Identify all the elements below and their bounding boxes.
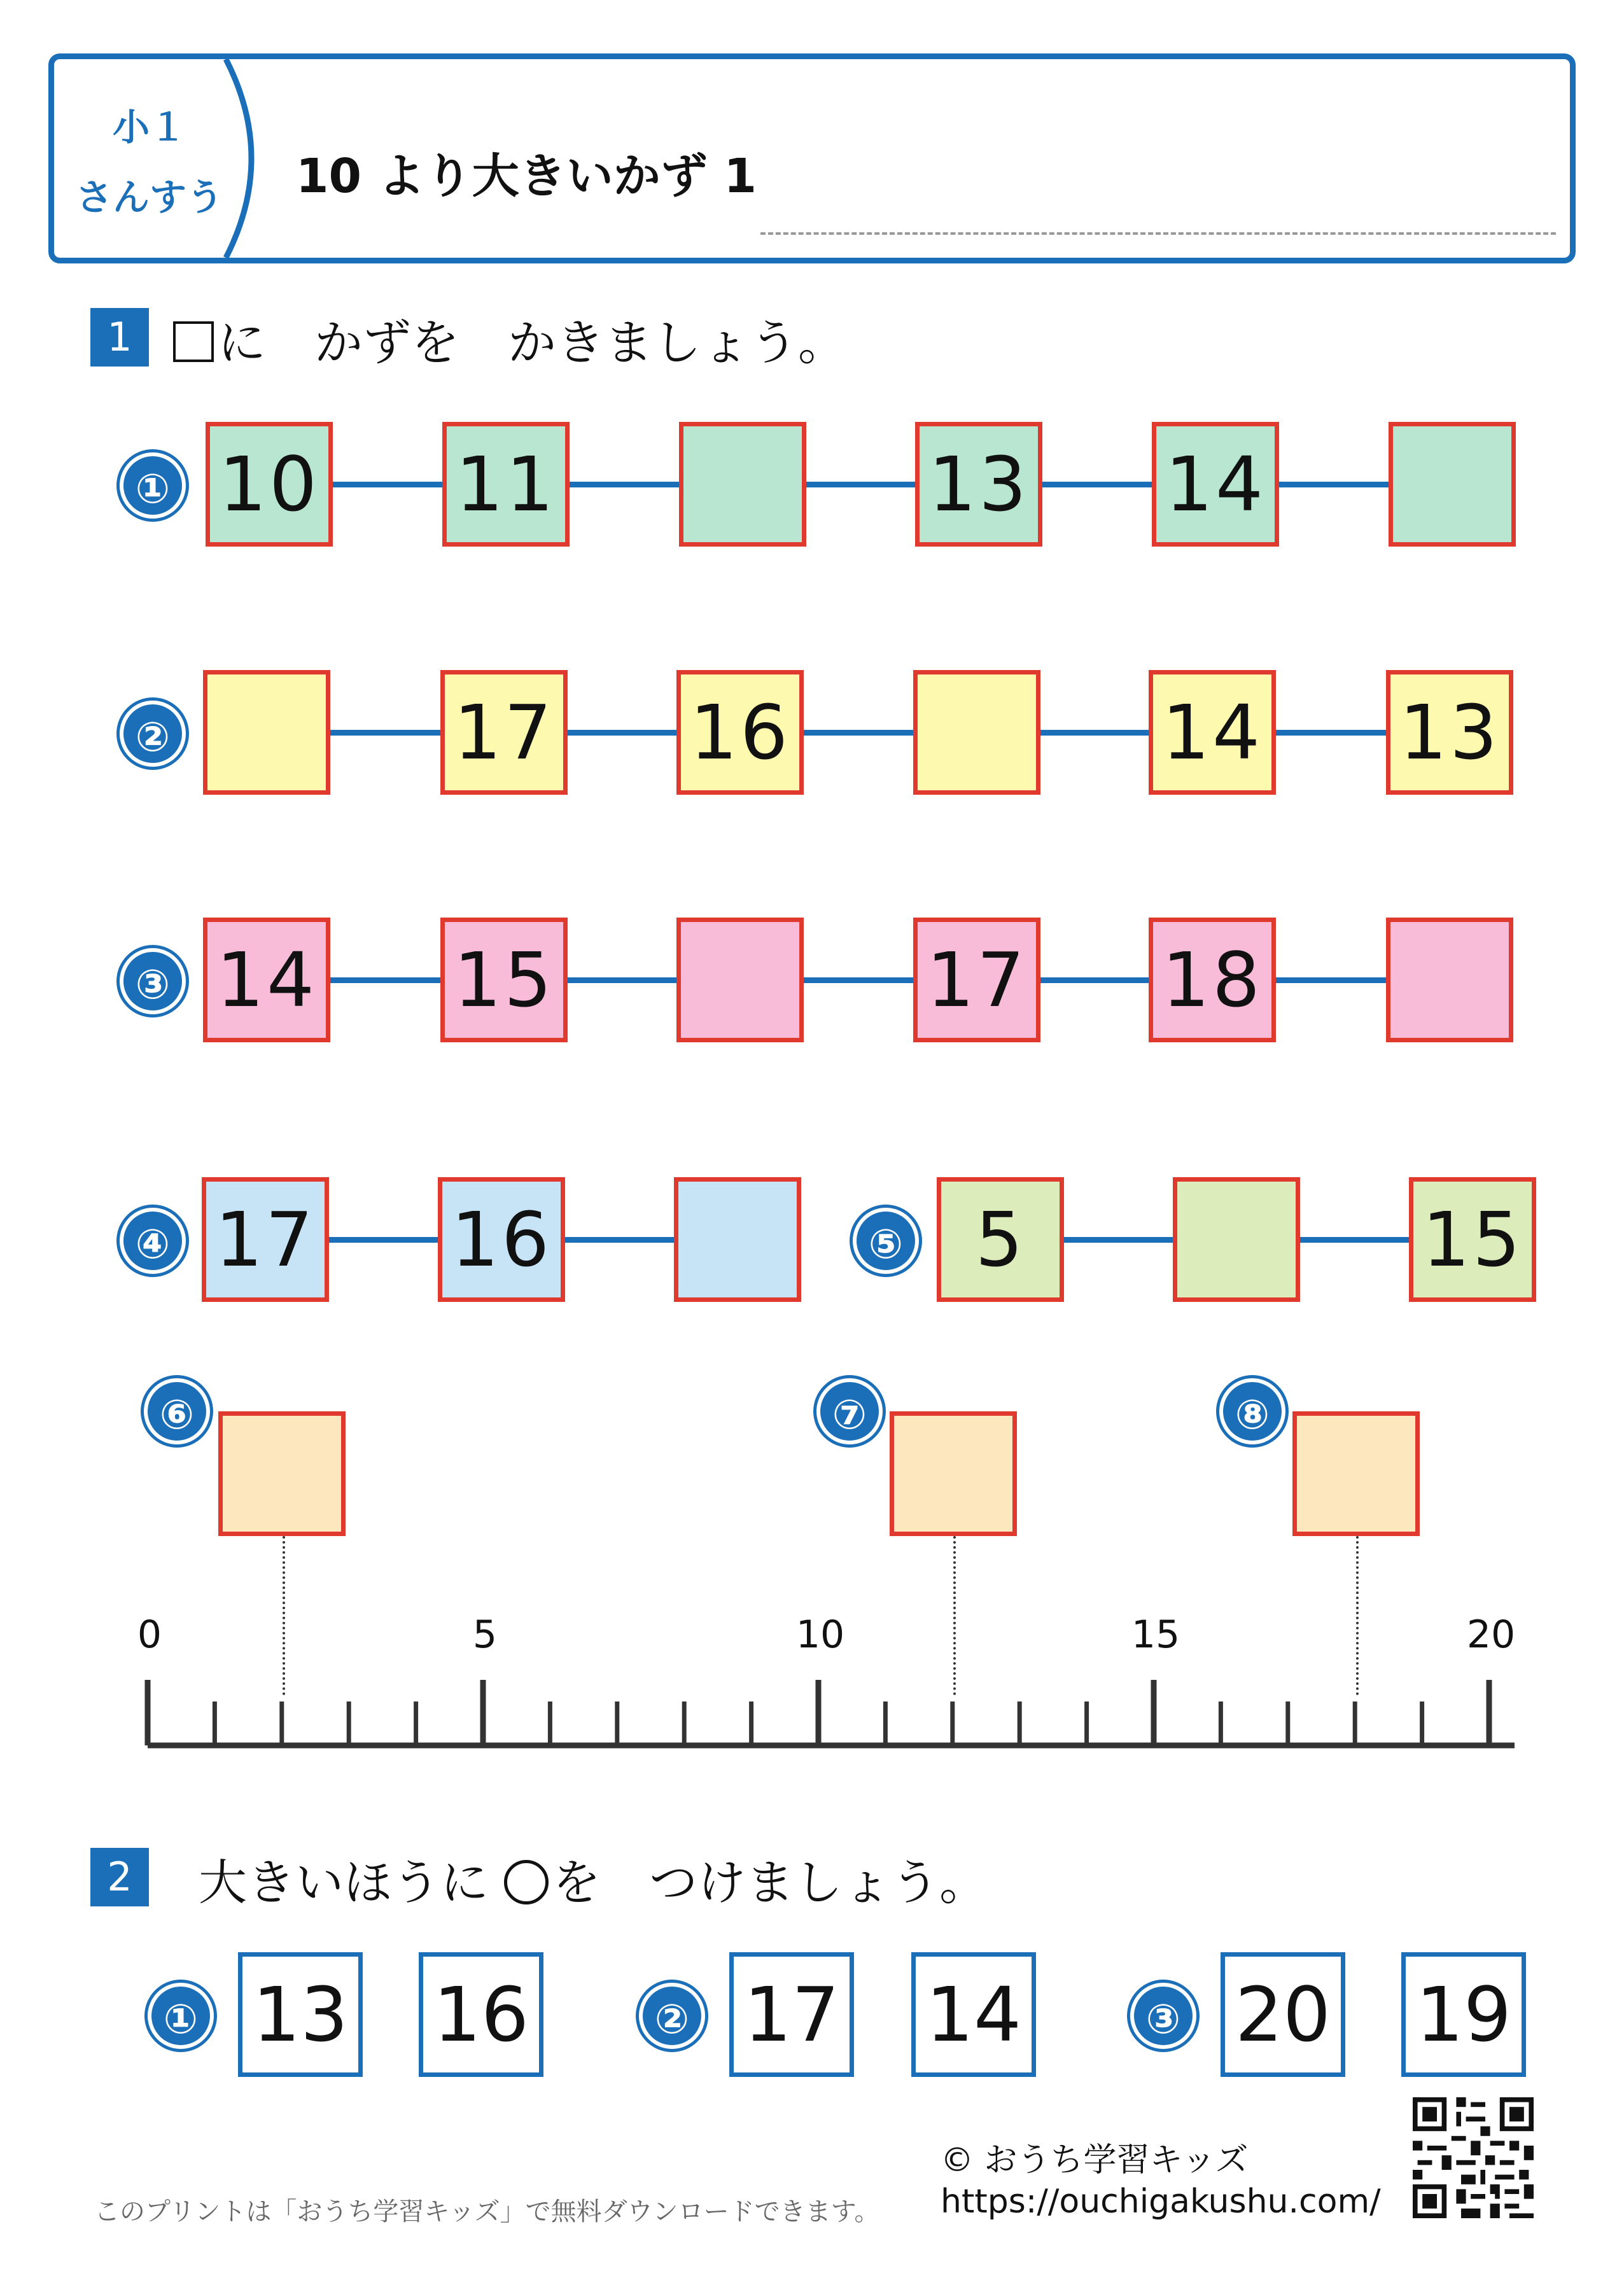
number-box: 15 xyxy=(440,918,568,1042)
connector-line xyxy=(567,482,679,487)
answer-box-empty[interactable] xyxy=(679,422,806,547)
connector-line xyxy=(328,977,440,983)
answer-box-empty[interactable] xyxy=(913,670,1040,795)
name-line xyxy=(760,232,1556,235)
answer-box-empty[interactable] xyxy=(676,918,804,1042)
connector-line xyxy=(565,977,676,983)
worksheet-header xyxy=(48,53,1576,263)
item-marker-3: ③ xyxy=(120,948,186,1014)
section-1-instruction-text: に かずを かきましょう。 xyxy=(218,314,846,371)
section-1-instruction xyxy=(173,304,846,374)
item-marker-1: ① xyxy=(120,452,186,519)
item-marker-2: ② xyxy=(120,701,186,767)
connector-line xyxy=(801,977,913,983)
subject-label: さんすう xyxy=(75,176,223,219)
tick-label-5: 5 xyxy=(472,1612,498,1657)
connector-line xyxy=(1298,1237,1409,1243)
connector-line xyxy=(1040,482,1152,487)
number-box: 16 xyxy=(438,1177,565,1302)
connector-line xyxy=(1038,977,1149,983)
compare-box-2b[interactable]: 14 xyxy=(911,1952,1036,2077)
number-box: 14 xyxy=(203,918,330,1042)
item-marker-7: ⑦ xyxy=(816,1378,883,1444)
number-line-ruler xyxy=(0,1654,1624,1756)
site-url-link[interactable]: https://ouchigakushu.com/ xyxy=(941,2183,1381,2221)
tick-label-20: 20 xyxy=(1466,1612,1516,1657)
grade-label: 小１ xyxy=(112,106,186,149)
compare-box-1b[interactable]: 16 xyxy=(419,1952,543,2077)
compare-box-2a[interactable]: 17 xyxy=(729,1952,854,2077)
circle-icon xyxy=(504,1860,549,1904)
item-marker-4: ④ xyxy=(120,1208,186,1274)
compare-marker-1: ① xyxy=(148,1983,214,2049)
number-box: 17 xyxy=(913,918,1040,1042)
number-box: 17 xyxy=(440,670,568,795)
answer-box-empty[interactable] xyxy=(674,1177,801,1302)
badge-divider-arc xyxy=(54,59,264,258)
connector-line xyxy=(1277,482,1389,487)
section-2-instruction-text: 大きいほうに xyxy=(199,1854,489,1911)
compare-box-3b[interactable]: 19 xyxy=(1401,1952,1526,2077)
section-2-instruction xyxy=(199,1844,988,1913)
compare-marker-2: ② xyxy=(639,1983,705,2049)
compare-box-3a[interactable]: 20 xyxy=(1221,1952,1345,2077)
section-1-number: 1 xyxy=(90,308,149,367)
number-box: 11 xyxy=(442,422,570,547)
answer-box-icon xyxy=(173,321,214,362)
number-box: 14 xyxy=(1149,670,1276,795)
page-title: 10 より大きいかず 1 xyxy=(296,149,757,204)
download-note: このプリントは「おうち学習キッズ」で無料ダウンロードできます。 xyxy=(94,2197,880,2226)
answer-box-empty[interactable] xyxy=(1389,422,1516,547)
tick-label-10: 10 xyxy=(795,1612,845,1657)
connector-line xyxy=(565,730,676,736)
compare-marker-3: ③ xyxy=(1130,1983,1196,2049)
connector-line xyxy=(801,730,913,736)
number-box: 17 xyxy=(202,1177,329,1302)
item-marker-8: ⑧ xyxy=(1219,1378,1285,1444)
item-marker-5: ⑤ xyxy=(853,1208,919,1274)
answer-box-empty[interactable] xyxy=(1173,1177,1300,1302)
section-2-number: 2 xyxy=(90,1848,149,1906)
tick-label-15: 15 xyxy=(1131,1612,1180,1657)
connector-line xyxy=(326,1237,438,1243)
number-line-answer-box-8[interactable] xyxy=(1292,1411,1420,1536)
number-box: 10 xyxy=(206,422,333,547)
section-2-instruction-text-after: を つけましょう。 xyxy=(552,1854,988,1911)
connector-line xyxy=(328,730,440,736)
qr-code-icon xyxy=(1413,2097,1534,2218)
number-box: 13 xyxy=(1386,670,1513,795)
answer-box-empty[interactable] xyxy=(203,670,330,795)
connector-line xyxy=(1273,730,1386,736)
number-box: 15 xyxy=(1409,1177,1536,1302)
connector-line xyxy=(1273,977,1386,983)
number-box: 5 xyxy=(937,1177,1064,1302)
connector-line xyxy=(1061,1237,1173,1243)
number-box: 18 xyxy=(1149,918,1276,1042)
answer-box-empty[interactable] xyxy=(1386,918,1513,1042)
number-line-answer-box-6[interactable] xyxy=(218,1411,346,1536)
connector-line xyxy=(804,482,915,487)
item-marker-6: ⑥ xyxy=(144,1378,210,1444)
copyright-text: © おうち学習キッズ xyxy=(941,2141,1249,2179)
number-box: 14 xyxy=(1152,422,1279,547)
connector-line xyxy=(1038,730,1149,736)
number-line-answer-box-7[interactable] xyxy=(890,1411,1017,1536)
connector-line xyxy=(563,1237,674,1243)
number-box: 13 xyxy=(915,422,1042,547)
connector-line xyxy=(330,482,442,487)
compare-box-1a[interactable]: 13 xyxy=(238,1952,363,2077)
number-box: 16 xyxy=(676,670,804,795)
grade-badge xyxy=(54,59,264,258)
tick-label-0: 0 xyxy=(137,1612,162,1657)
